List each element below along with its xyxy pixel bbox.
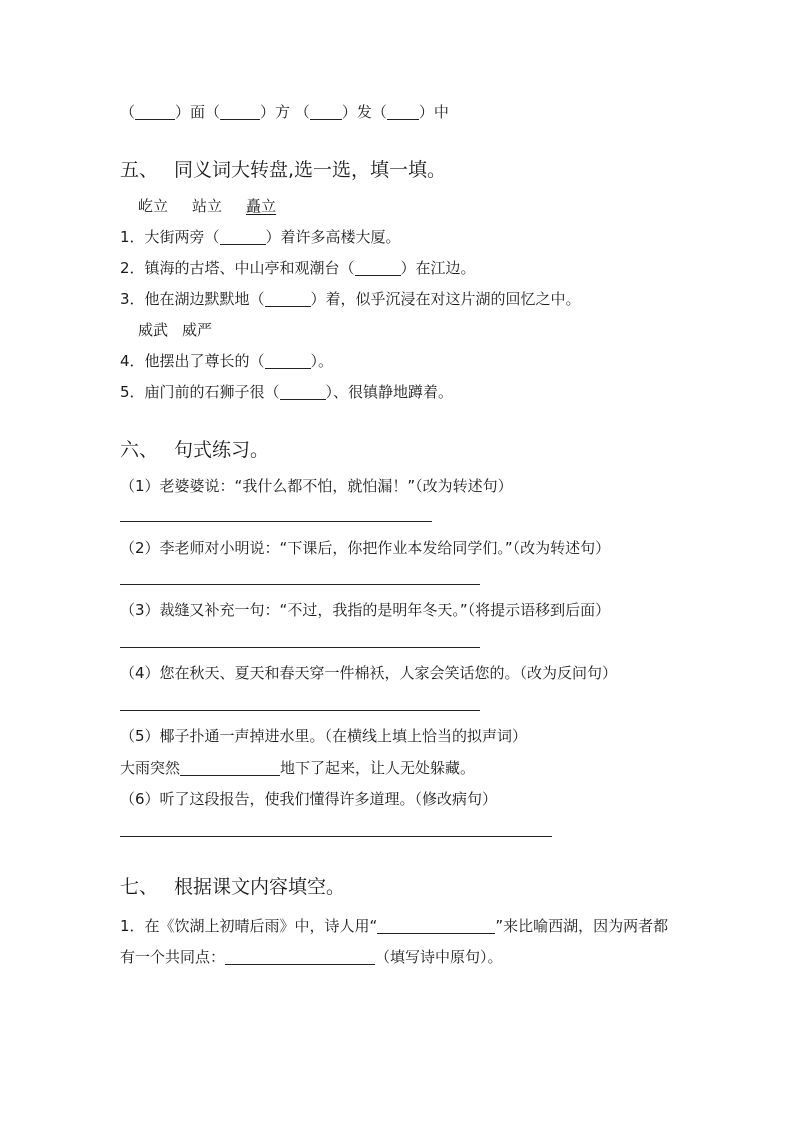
- section-5-number: 五、: [120, 159, 159, 181]
- answer-line-6-6[interactable]: [120, 836, 552, 837]
- word-weiwu: 威武: [138, 321, 169, 339]
- section-6-number: 六、: [120, 439, 159, 461]
- q6-5-text: 大雨突然: [120, 759, 181, 777]
- blank-2[interactable]: [220, 104, 260, 120]
- question-6-1: （1）老婆婆说：“我什么都不怕，就怕漏！”（改为转述句）: [120, 477, 513, 495]
- paren-open: （: [120, 103, 136, 121]
- question-6-2: （2）李老师对小明说：“下课后，你把作业本发给同学们。”（改为转述句）: [120, 539, 611, 557]
- question-5-1: [120, 227, 401, 247]
- text-mian: ）面（: [175, 103, 221, 121]
- q5-1-text: 1．大街两旁（: [120, 228, 220, 246]
- question-5-3: [120, 289, 581, 309]
- q5-5-text: 5．庙门前的石狮子很（: [120, 383, 280, 401]
- q7-1-text-end: （填写诗中原句）。: [375, 948, 503, 966]
- q5-5-blank[interactable]: [280, 384, 326, 400]
- word-weiyan: 威严: [182, 321, 213, 339]
- q5-1-text-end: ）着许多高楼大厦。: [265, 228, 401, 246]
- section-7-title: 根据课文内容填空。: [174, 876, 346, 898]
- question-5-2: [120, 258, 476, 278]
- q5-2-text-end: ）在江边。: [400, 259, 476, 277]
- q5-3-blank[interactable]: [265, 291, 311, 307]
- q7-1-text: 1．在《饮湖上初晴后雨》中，诗人用“: [120, 917, 378, 935]
- text-fa: ）发（: [341, 103, 387, 121]
- section-5-title: 同义词大转盘,选一选，填一填。: [174, 159, 447, 181]
- blank-1[interactable]: [135, 104, 175, 120]
- section-7-heading: [120, 875, 345, 899]
- question-6-5-fill: [120, 758, 475, 778]
- answer-line-6-2[interactable]: [120, 584, 480, 585]
- answer-line-6-3[interactable]: [120, 647, 480, 648]
- question-6-4: （4）您在秋天、夏天和春天穿一件棉袄，人家会笑话您的。（改为反问句）: [120, 664, 618, 682]
- synonym-words-b: [138, 320, 212, 340]
- q5-5-text-end: ）、很镇静地蹲着。: [325, 383, 454, 401]
- word-yili: 屹立: [138, 197, 169, 215]
- blank-3[interactable]: [310, 104, 342, 120]
- question-6-5: （5）椰子扑通一声掉进水里。（在横线上填上恰当的拟声词）: [120, 727, 528, 745]
- text-zhong: ）中: [418, 103, 449, 121]
- q5-4-text-end: ）。: [310, 352, 334, 370]
- synonym-words-a: [138, 196, 276, 216]
- q5-2-text: 2．镇海的古塔、中山亭和观潮台（: [120, 259, 355, 277]
- answer-line-6-1[interactable]: [120, 521, 432, 522]
- question-5-5: [120, 382, 453, 402]
- idiom-fill-line: [120, 102, 449, 122]
- text-fang: ）方 （: [260, 103, 310, 121]
- section-5-heading: [120, 158, 446, 182]
- word-zhanli: 站立: [192, 197, 223, 215]
- section-6-title: 句式练习。: [174, 439, 270, 461]
- q7-1-blank-metaphor[interactable]: [377, 918, 495, 934]
- section-7-number: 七、: [120, 876, 159, 898]
- word-chuli: 矗立: [246, 197, 277, 215]
- q5-2-blank[interactable]: [355, 260, 401, 276]
- q7-1-text-mid: ”来比喻西湖，因为两者都有一个共同点：: [120, 917, 669, 966]
- question-7-1: [120, 911, 680, 973]
- q5-4-blank[interactable]: [265, 353, 311, 369]
- q5-3-text: 3．他在湖边默默地（: [120, 290, 265, 308]
- question-5-4: [120, 351, 333, 371]
- onomatopoeia-blank[interactable]: [180, 760, 280, 776]
- answer-line-6-4[interactable]: [120, 710, 480, 711]
- q5-3-text-end: ）着，似乎沉浸在对这片湖的回忆之中。: [310, 290, 581, 308]
- q5-4-text: 4．他摆出了尊长的（: [120, 352, 265, 370]
- question-6-6: （6）听了这段报告，使我们懂得许多道理。（修改病句）: [120, 790, 498, 808]
- q5-1-blank[interactable]: [220, 229, 266, 245]
- q6-5-text-end: 地下了起来，让人无处躲藏。: [280, 759, 476, 777]
- question-6-3: （3）裁缝又补充一句：“不过，我指的是明年冬天。”（将提示语移到后面）: [120, 601, 611, 619]
- blank-4[interactable]: [387, 104, 419, 120]
- section-6-heading: [120, 438, 269, 462]
- q7-1-blank-common[interactable]: [225, 949, 375, 965]
